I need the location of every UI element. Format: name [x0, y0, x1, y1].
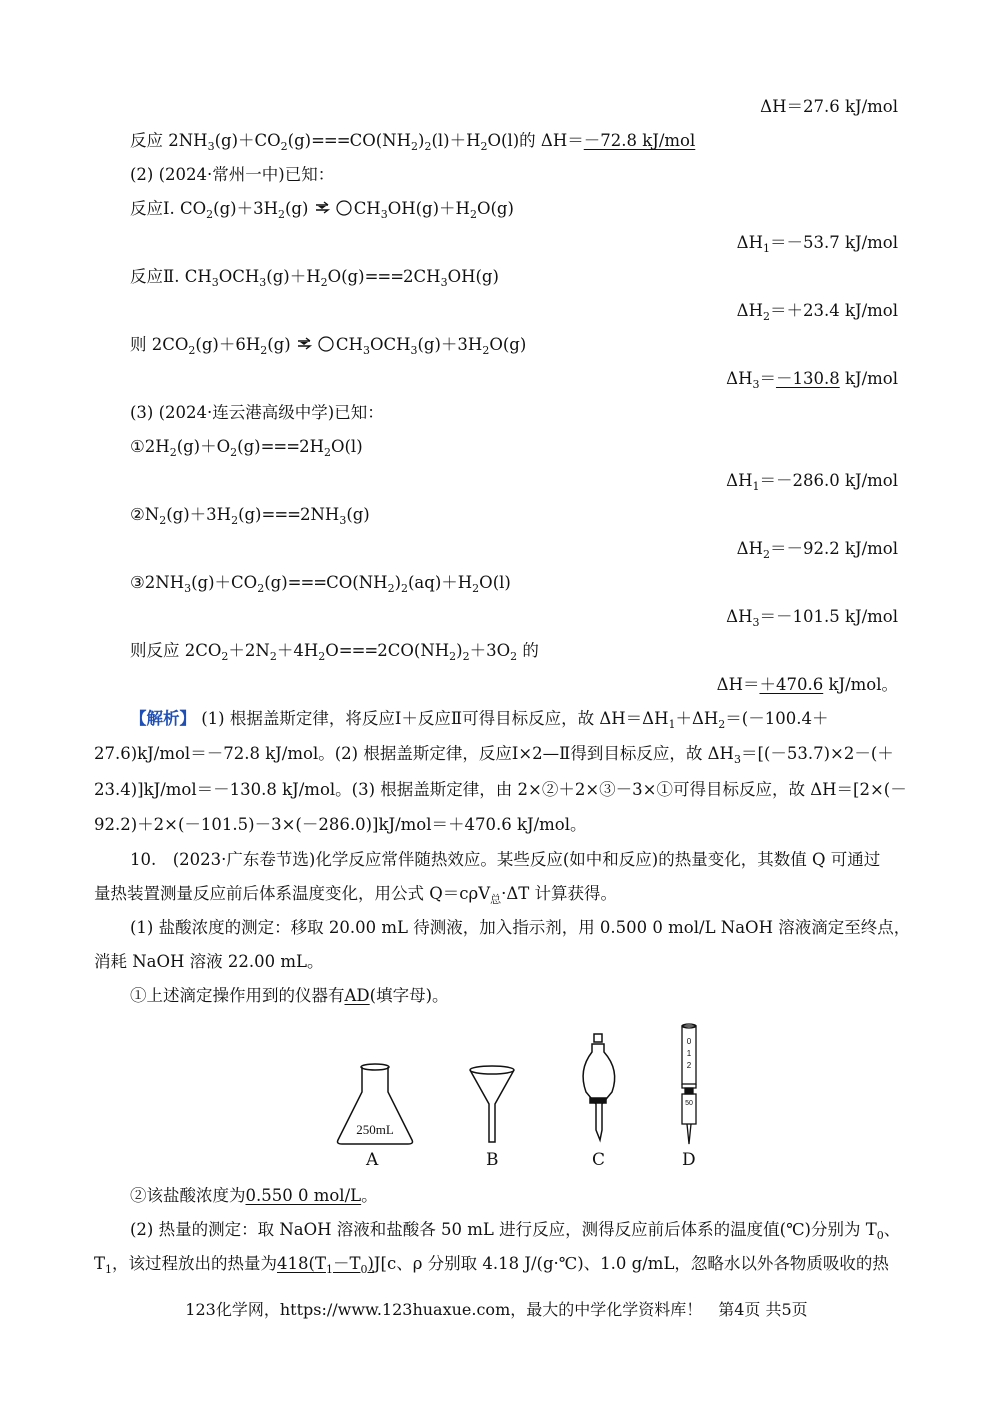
text: 反应Ⅰ. CO [130, 199, 207, 218]
text: ＋2N [228, 641, 270, 660]
sub: 3 [184, 582, 192, 595]
q1-answer-line [130, 130, 695, 152]
text: CH [353, 199, 381, 218]
sub: 0 [360, 1263, 368, 1276]
text: ＝ [759, 369, 776, 388]
part1-line-1 [130, 917, 910, 939]
text: (g)＋O [176, 437, 231, 456]
sub: 3 [752, 616, 760, 629]
equals-arrow: === [311, 131, 350, 150]
sub: 3 [440, 276, 448, 289]
text: (2) (2024·常州一中)已知： [130, 165, 335, 184]
equation-3 [130, 572, 511, 594]
answer: ＋470.6 [759, 675, 824, 694]
text: CO(NH [326, 573, 388, 592]
apparatus-drawing [330, 1022, 730, 1172]
answer: －130.8 [775, 369, 840, 388]
text: CH [335, 335, 363, 354]
text: ΔH [736, 233, 763, 252]
text: ΔH＝27.6 kJ/mol [760, 97, 898, 116]
text: ，该过程放出的热量为 [112, 1254, 278, 1273]
sub: 2 [424, 140, 432, 153]
text: 23.4)]kJ/mol＝－130.8 kJ/mol。(3) 根据盖斯定律，由 2×②＋2×③－3×①可得目标反应，故 ΔH＝[2×(－ [94, 780, 907, 799]
text: J[c、ρ 分别取 4.18 J/(g·℃)、1.0 g/mL，忽略水以外各物质吸收的热 [373, 1254, 889, 1273]
text: 418(T [277, 1254, 326, 1273]
text: (g)＋3H [417, 335, 483, 354]
text: (3) (2024·连云港高级中学)已知： [130, 403, 384, 422]
delta-h-value-line [760, 96, 898, 118]
text: O(g) [489, 335, 527, 354]
text: ΔH＝ [716, 675, 760, 694]
text: ＝－92.2 kJ/mol [769, 539, 898, 558]
text: OCH [218, 267, 260, 286]
equals-arrow: === [287, 573, 327, 592]
sub2-line [130, 1185, 378, 1207]
text: ③2NH [130, 573, 185, 592]
figure-label-c: C [592, 1150, 606, 1170]
text: 2CH [403, 267, 441, 286]
text: ΔH [736, 539, 763, 558]
sub: 总 [490, 893, 502, 906]
text: 2H [299, 437, 324, 456]
text: OH(g) [447, 267, 499, 286]
buret-mark-2: 2 [686, 1061, 692, 1070]
sub: 2 [231, 514, 239, 527]
sub: 2 [762, 310, 770, 323]
q3-heading [130, 402, 384, 424]
equals-arrow: === [364, 267, 404, 286]
sub: 2 [280, 140, 288, 153]
funnel-icon [470, 1066, 514, 1142]
reaction-2-dh [737, 300, 898, 322]
text: (g) [346, 505, 370, 524]
text: ＝－286.0 kJ/mol [759, 471, 898, 490]
text: (g) [287, 131, 312, 150]
sub: 2 [269, 650, 277, 663]
text: 、 [883, 1220, 901, 1239]
sub: 2 [411, 140, 419, 153]
text: (g) [264, 573, 288, 592]
text: 。 [361, 1186, 378, 1205]
text: 的 [517, 641, 539, 660]
part2-line-1 [130, 1219, 900, 1241]
sub: 2 [480, 140, 488, 153]
equation-3-dh [726, 606, 898, 628]
sub: 1 [105, 1263, 113, 1276]
text: ·ΔT 计算获得。 [501, 884, 618, 903]
sub: 0 [876, 1229, 884, 1242]
text: OH(g)＋H [387, 199, 470, 218]
part1-line-2 [94, 951, 324, 973]
text: 92.2)＋2×(－101.5)－3×(－286.0)]kJ/mol＝＋470.6 kJ/mol。 [94, 815, 587, 834]
sub: 2 [320, 276, 328, 289]
equation-2 [130, 504, 370, 526]
text: T [94, 1254, 106, 1273]
sub: 3 [259, 276, 267, 289]
reaction-1-dh [737, 232, 898, 254]
q10-line-1 [130, 849, 880, 871]
text: (2) 热量的测定：取 NaOH 溶液和盐酸各 50 mL 进行反应，测得反应前后体系的温度值(℃)分别为 T [130, 1220, 877, 1239]
sub: 2 [718, 718, 726, 731]
sub: 2 [472, 582, 480, 595]
text: 27.6)kJ/mol＝－72.8 kJ/mol。(2) 根据盖斯定律，反应Ⅰ×2—Ⅱ得到目标反应，故 ΔH [94, 744, 734, 763]
explanation-tag: 【解析】 [130, 709, 196, 728]
target-reaction-dh [717, 674, 898, 696]
text: (g) [237, 437, 261, 456]
text: CO(NH [349, 131, 412, 150]
buret-mark-0: 0 [686, 1037, 692, 1046]
text: 则反应 2CO [130, 641, 222, 660]
text: ΔH [726, 369, 753, 388]
sub: 2 [318, 650, 326, 663]
text: (填字母)。 [369, 986, 449, 1005]
sub: 3 [207, 140, 215, 153]
text: O(g) [327, 267, 365, 286]
explanation-line-1 [130, 708, 828, 730]
sub: 2 [257, 582, 265, 595]
text: 2NH [299, 505, 340, 524]
sub: 2 [221, 650, 229, 663]
sub: 3 [410, 344, 418, 357]
reaction-3-dh [726, 368, 898, 390]
text: ) [367, 1254, 374, 1273]
text: (g)＋CO [214, 131, 281, 150]
text: －T [332, 1254, 361, 1273]
sub: 2 [260, 344, 268, 357]
equation-1 [130, 436, 363, 458]
sub: 2 [387, 582, 395, 595]
apparatus-figure [330, 1022, 730, 1172]
sub: 2 [462, 650, 470, 663]
text: 反应Ⅱ. CH [130, 267, 212, 286]
sub: 1 [325, 1263, 333, 1276]
separatory-funnel-icon [583, 1034, 615, 1140]
text: ＋4H [276, 641, 319, 660]
answer: AD [344, 986, 370, 1005]
text: (1) 盐酸浓度的测定：移取 20.00 mL 待测液，加入指示剂，用 0.500 0 mol/L NaOH 溶液滴定至终点， [130, 918, 911, 937]
text: kJ/mol [839, 369, 898, 388]
text: ＝－101.5 kJ/mol [759, 607, 898, 626]
text: ΔH [726, 471, 753, 490]
text: ) [456, 641, 463, 660]
text: 则 2CO [130, 335, 189, 354]
sub: 1 [668, 718, 676, 731]
sub: 2 [323, 446, 331, 459]
text: kJ/mol。 [823, 675, 898, 694]
sub: 2 [401, 582, 408, 595]
q2-heading [130, 164, 334, 186]
sub: 2 [469, 208, 477, 221]
sub: 2 [449, 650, 457, 663]
sub: 2 [230, 446, 238, 459]
text: ＝－53.7 kJ/mol [769, 233, 898, 252]
text: 反应 2NH [130, 131, 208, 150]
explanation-line-3 [94, 779, 907, 801]
explanation-line-4 [94, 814, 587, 836]
reaction-1 [130, 198, 514, 220]
answer: 0.550 0 mol/L [245, 1186, 362, 1205]
text: ②该盐酸浓度为 [130, 1186, 246, 1205]
q10-line-2 [94, 883, 617, 905]
text: 2CO(NH [377, 641, 450, 660]
text: (g)＋3H [166, 505, 232, 524]
text: ＋3O [469, 641, 511, 660]
text: ①上述滴定操作用到的仪器有 [130, 986, 345, 1005]
equals-arrow: === [260, 437, 300, 456]
text: (g) [267, 335, 291, 354]
text: (g)＋H [266, 267, 321, 286]
text: (aq)＋H [408, 573, 473, 592]
text: O(l) [479, 573, 511, 592]
sub: 3 [380, 208, 388, 221]
reaction-2 [130, 266, 499, 288]
text: ) [394, 573, 401, 592]
text: ①2H [130, 437, 170, 456]
page-footer: 123化学网，https://www.123huaxue.com，最大的中学化学资料库！ 第4页 共5页 [185, 1300, 808, 1319]
text: O(l) [330, 437, 363, 456]
equation-2-dh [737, 538, 898, 560]
text: ＋ΔH [675, 709, 719, 728]
text: (g)＋CO [191, 573, 258, 592]
sub: 2 [159, 514, 167, 527]
text: ΔH [736, 301, 763, 320]
text: ＝(－100.4＋ [725, 709, 829, 728]
text: (g) [238, 505, 262, 524]
sub1-line [130, 985, 449, 1007]
sub: 3 [211, 276, 219, 289]
reaction-3 [130, 334, 526, 356]
sub: 2 [762, 548, 770, 561]
text: (g) [285, 199, 309, 218]
text: 消耗 NaOH 溶液 22.00 mL。 [94, 952, 324, 971]
text: ΔH [726, 607, 753, 626]
text: 量热装置测量反应前后体系温度变化，用公式 Q＝cρV [94, 884, 491, 903]
figure-label-d: D [682, 1150, 696, 1170]
sub: 2 [169, 446, 177, 459]
equals-arrow: === [261, 505, 300, 524]
explanation-line-2 [94, 743, 894, 765]
equals-arrow: === [338, 641, 378, 660]
answer [277, 1254, 374, 1276]
sub: 3 [752, 378, 760, 391]
text: ②N [130, 505, 160, 524]
sub: 1 [762, 242, 770, 255]
sub: 2 [188, 344, 196, 357]
sub: 2 [206, 208, 214, 221]
part2-line-2 [94, 1253, 889, 1275]
text: ) [418, 131, 425, 150]
text: 10. (2023·广东卷节选)化学反应常伴随热效应。某些反应(如中和反应)的热量变化，其数值 Q 可通过 [130, 850, 881, 869]
sub: 2 [278, 208, 285, 221]
text: OCH [369, 335, 411, 354]
sub: 3 [362, 344, 370, 357]
text: O [325, 641, 339, 660]
target-reaction [130, 640, 539, 662]
text: (g)＋6H [195, 335, 261, 354]
text: (l)＋H [431, 131, 481, 150]
sub: 3 [339, 514, 347, 527]
buret-mark-1: 1 [686, 1049, 692, 1058]
figure-label-b: B [486, 1150, 499, 1170]
text: (1) 根据盖斯定律，将反应Ⅰ＋反应Ⅱ可得目标反应，故 ΔH＝ΔH [201, 709, 669, 728]
text: O(l)的 ΔH＝ [487, 131, 584, 150]
text: ＝[(－53.7)×2－(＋ [740, 744, 894, 763]
buret-mark-50: 50 [685, 1100, 693, 1107]
figure-label-a: A [366, 1150, 379, 1170]
reversible-arrow-icon [296, 336, 336, 352]
sub: 2 [482, 344, 490, 357]
text: ＝＋23.4 kJ/mol [769, 301, 898, 320]
equation-1-dh [726, 470, 898, 492]
sub: 2 [510, 650, 518, 663]
text: (g)＋3H [213, 199, 278, 218]
answer: －72.8 kJ/mol [583, 131, 696, 150]
text: O(g) [476, 199, 514, 218]
reversible-arrow-icon [314, 200, 354, 216]
sub: 1 [752, 480, 760, 493]
sub: 3 [733, 753, 741, 766]
flask-volume-label: 250mL [356, 1122, 394, 1137]
